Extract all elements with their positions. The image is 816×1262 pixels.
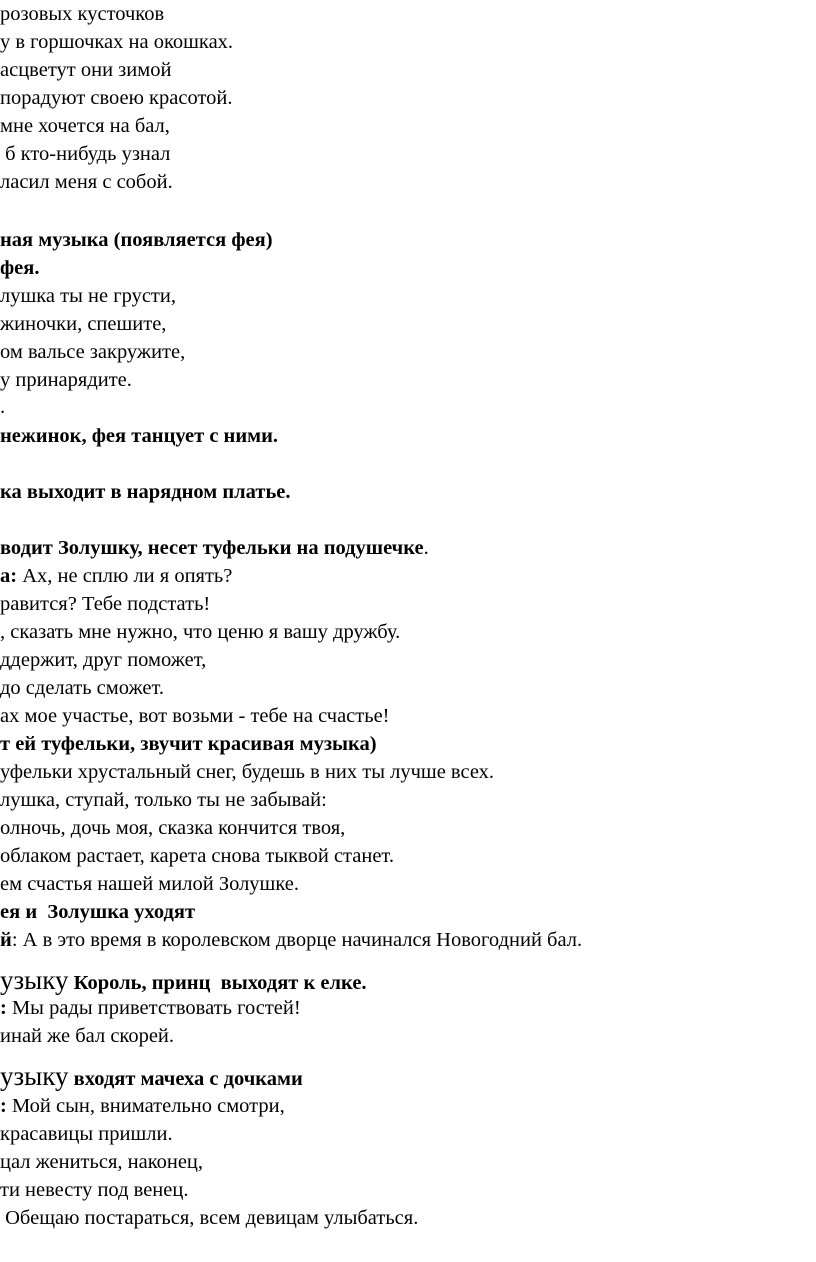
- stage-direction: водит Золушку, несет туфельки на подушечке: [0, 537, 424, 559]
- music-cue: узыку: [0, 965, 69, 995]
- line-text: б кто-нибудь узнал: [0, 143, 171, 165]
- text-line: [0, 816, 345, 840]
- line-text: у принарядите.: [0, 369, 132, 391]
- line-text: порадуют своею красотой.: [0, 87, 233, 109]
- line-text: : А в это время в королевском дворце начинался Новогодний бал.: [11, 929, 583, 951]
- speaker-label: :: [0, 1095, 7, 1117]
- line-text: т ей туфельки, звучит красивая музыка): [0, 733, 377, 755]
- line-text: асцветут они зимой: [0, 59, 172, 81]
- text-line: [0, 284, 176, 308]
- line-text: уфельки хрустальный снег, будешь в них ты лучше всех.: [0, 761, 495, 783]
- text-line: [0, 648, 206, 672]
- text-line: [0, 142, 170, 166]
- stage-direction: [0, 964, 367, 999]
- text-line: [0, 170, 173, 194]
- line-text: лушка, ступай, только ты не забывай:: [0, 789, 327, 811]
- speaker-label: :: [0, 997, 7, 1019]
- stage-direction: [0, 900, 195, 924]
- text-line: [0, 1094, 285, 1118]
- line-text: ем счастья нашей милой Золушке.: [0, 873, 300, 895]
- speaker-label: й: [0, 929, 12, 951]
- line-text: ом вальсе закружите,: [0, 341, 186, 363]
- line-text: Мой сын, внимательно смотри,: [6, 1095, 285, 1117]
- text-line: [0, 368, 132, 392]
- line-text: , сказать мне нужно, что ценю я вашу дружбу.: [0, 621, 401, 643]
- speaker-label: а:: [0, 565, 18, 587]
- text-line: [0, 996, 301, 1020]
- text-line: [0, 788, 327, 812]
- text-line: [0, 58, 171, 82]
- text-line: [0, 620, 400, 644]
- line-text: ти невесту под венец.: [0, 1179, 189, 1201]
- text-line: [0, 86, 232, 110]
- text-line: [0, 395, 5, 419]
- text-line: [0, 536, 429, 560]
- text-line: [0, 676, 164, 700]
- line-text: Король, принц выходят к елке.: [68, 972, 367, 994]
- stage-direction: [0, 480, 291, 504]
- music-cue: узыку: [0, 1061, 69, 1091]
- stage-direction: [0, 1060, 303, 1095]
- line-text: красавицы пришли.: [0, 1123, 173, 1145]
- line-text: лушка ты не грусти,: [0, 285, 176, 307]
- line-text: фея.: [0, 257, 40, 279]
- text-line: [0, 114, 170, 138]
- line-text: ная музыка (появляется фея): [0, 229, 273, 251]
- line-text: розовых кусточков: [0, 3, 165, 25]
- line-text: .: [0, 396, 6, 418]
- line-text: ддержит, друг поможет,: [0, 649, 207, 671]
- line-text: у в горшочках на окошках.: [0, 31, 234, 53]
- text-line: [0, 1122, 173, 1146]
- line-text: олночь, дочь моя, сказка кончится твоя,: [0, 817, 346, 839]
- stage-direction: [0, 228, 273, 252]
- line-text: ея и Золушка уходят: [0, 901, 196, 923]
- text-line: [0, 928, 582, 952]
- stage-direction: [0, 424, 278, 448]
- text-line: [0, 2, 164, 26]
- text-line: [0, 704, 390, 728]
- text-line: [0, 844, 394, 868]
- text-line: [0, 592, 210, 616]
- line-text: до сделать сможет.: [0, 677, 165, 699]
- line-text: цал жениться, наконец,: [0, 1151, 204, 1173]
- line-text: мне хочется на бал,: [0, 115, 170, 137]
- text-line: [0, 1024, 174, 1048]
- text-line: [0, 1206, 418, 1230]
- line-text: облаком растает, карета снова тыквой станет.: [0, 845, 394, 867]
- line-text: жиночки, спешите,: [0, 313, 167, 335]
- line-text: равится? Тебе подстать!: [0, 593, 211, 615]
- text-line: [0, 1150, 203, 1174]
- line-text: нежинок, фея танцует с ними.: [0, 425, 279, 447]
- line-text: инай же бал скорей.: [0, 1025, 175, 1047]
- line-text: .: [423, 537, 429, 559]
- line-text: ласил меня с собой.: [0, 171, 173, 193]
- speaker-label: [0, 256, 40, 280]
- text-line: [0, 872, 299, 896]
- text-line: [0, 1178, 188, 1202]
- text-line: [0, 564, 232, 588]
- line-text: ка выходит в нарядном платье.: [0, 481, 291, 503]
- line-text: Ах, не сплю ли я опять?: [17, 565, 233, 587]
- line-text: Мы рады приветствовать гостей!: [6, 997, 301, 1019]
- text-line: [0, 760, 494, 784]
- text-line: [0, 312, 166, 336]
- line-text: Обещаю постараться, всем девицам улыбаться.: [0, 1207, 419, 1229]
- line-text: ах мое участье, вот возьми - тебе на счастье!: [0, 705, 390, 727]
- text-line: [0, 340, 185, 364]
- stage-direction: [0, 732, 377, 756]
- line-text: входят мачеха с дочками: [68, 1068, 303, 1090]
- text-line: [0, 30, 233, 54]
